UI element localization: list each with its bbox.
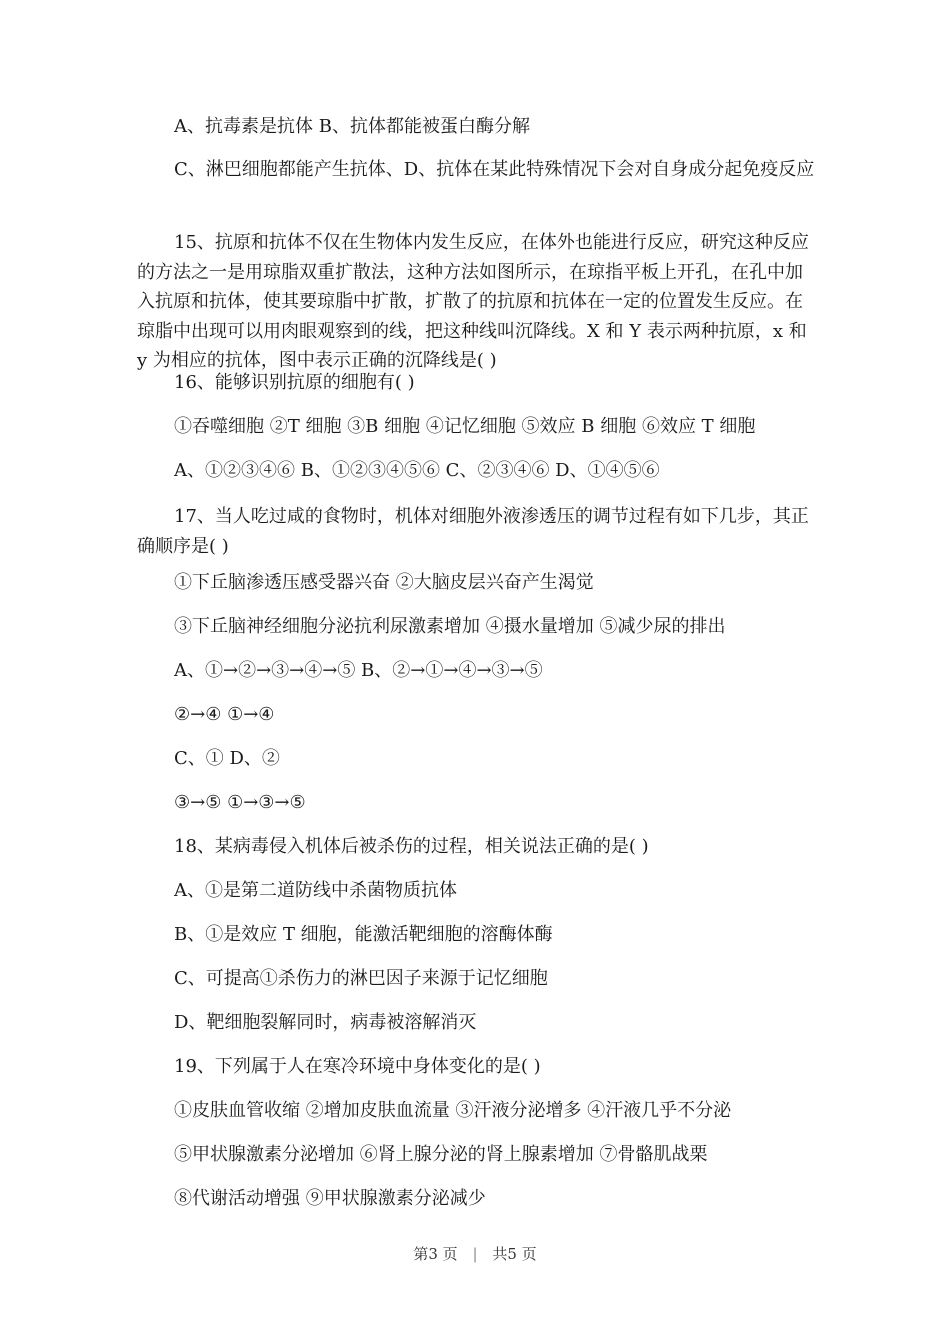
q19-items-2: ⑤甲状腺激素分泌增加 ⑥肾上腺分泌的肾上腺素增加 ⑦骨骼肌战栗 [174,1144,708,1165]
q16-options: A、①②③④⑥ B、①②③④⑤⑥ C、②③④⑥ D、①④⑤⑥ [174,460,660,481]
q17-options-cd-cont: ③→⑤ ①→③→⑤ [174,792,306,813]
q19-items-1: ①皮肤血管收缩 ②增加皮肤血流量 ③汗液分泌增多 ④汗液几乎不分泌 [174,1100,732,1121]
q16-text: 16、能够识别抗原的细胞有( ) [174,372,415,393]
q17-options-ab-cont: ②→④ ①→④ [174,704,275,725]
q18-option-d: D、靶细胞裂解同时，病毒被溶解消灭 [174,1012,477,1033]
q19-items-3: ⑧代谢活动增强 ⑨甲状腺激素分泌减少 [174,1188,486,1209]
q15-text: 15、抗原和抗体不仅在生物体内发生反应，在体外也能进行反应，研究这种反应的方法之一是用琼脂双重扩散法，这种方法如图所示，在琼指平板上开孔，在孔中加入抗原和抗体，使其要琼脂中扩散，扩散了的抗原和抗体在一定的位置发生反应。在琼脂中出现可以用肉眼观察到的线，把这种线叫沉降线。X 和 Y 表示两种抗原，x 和 y 为相应的抗体，图中表示正确的沉降线是( ) [137,232,809,371]
footer-separator: | [472,1245,478,1263]
page-number: 第3 页 [413,1245,458,1263]
q17-items-2: ③下丘脑神经细胞分泌抗利尿激素增加 ④摄水量增加 ⑤减少尿的排出 [174,616,726,637]
q16-items: ①吞噬细胞 ②T 细胞 ③B 细胞 ④记忆细胞 ⑤效应 B 细胞 ⑥效应 T 细胞 [174,416,756,437]
q18-text: 18、某病毒侵入机体后被杀伤的过程，相关说法正确的是( ) [174,836,649,857]
q14-option-ab: A、抗毒素是抗体 B、抗体都能被蛋白酶分解 [174,116,530,137]
q19-text: 19、下列属于人在寒冷环境中身体变化的是( ) [174,1056,541,1077]
q18-option-a: A、①是第二道防线中杀菌物质抗体 [174,880,457,901]
q17-options-ab: A、①→②→③→④→⑤ B、②→①→④→③→⑤ [174,660,543,681]
q14-option-cd: C、淋巴细胞都能产生抗体、D、抗体在某此特殊情况下会对自身成分起免疫反应 [174,159,815,180]
q18-option-b: B、①是效应 T 细胞，能激活靶细胞的溶酶体酶 [174,924,553,945]
q17-options-cd: C、① D、② [174,748,280,769]
q17-text: 17、当人吃过咸的食物时，机体对细胞外液渗透压的调节过程有如下几步，其正确顺序是( ) [137,506,809,557]
page-footer [0,1244,950,1264]
page-total: 共5 页 [492,1245,537,1263]
q17-items-1: ①下丘脑渗透压感受器兴奋 ②大脑皮层兴奋产生渴觉 [174,572,594,593]
q18-option-c: C、可提高①杀伤力的淋巴因子来源于记忆细胞 [174,968,548,989]
